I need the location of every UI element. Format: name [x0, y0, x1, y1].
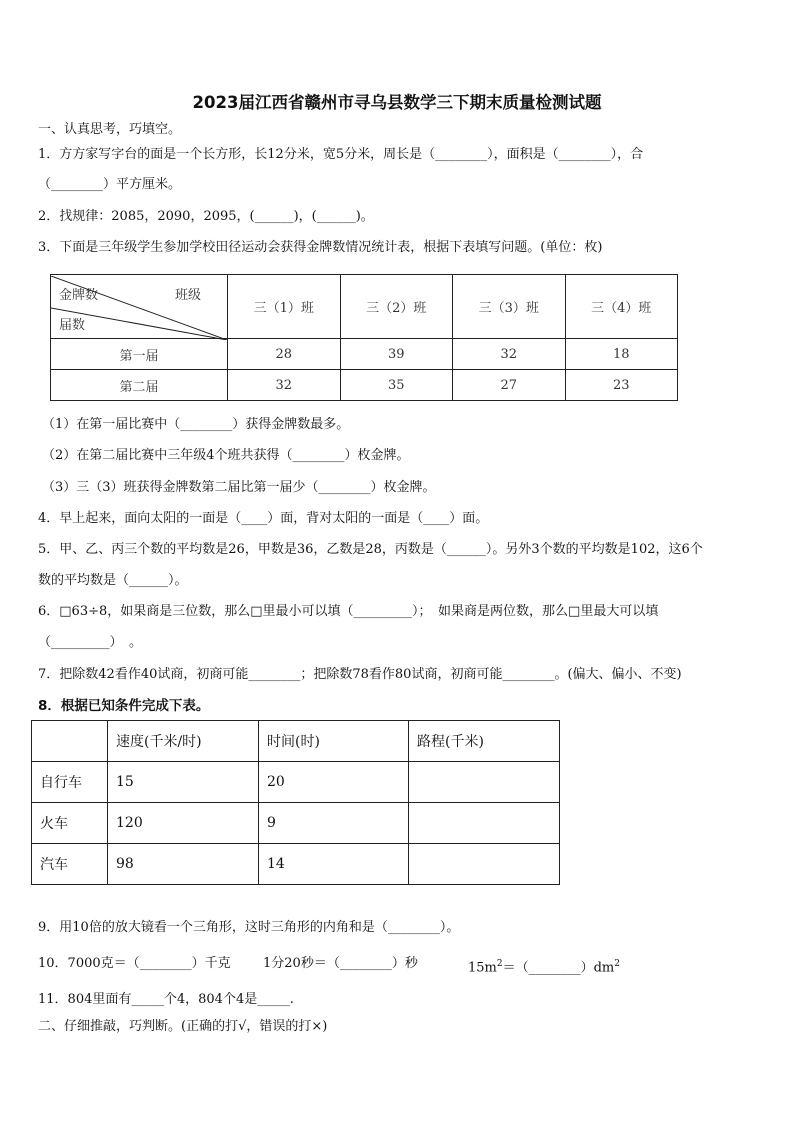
table-cell: 32 — [453, 339, 566, 370]
header-medals-label: 金牌数 — [59, 287, 99, 303]
table-cell: 27 — [453, 370, 566, 401]
question-3-part-3: （3）三（3）班获得金牌数第二届比第一届少（________）枚金牌。 — [42, 480, 436, 495]
question-4: 4．早上起来，面向太阳的一面是（____）面，背对太阳的一面是（____）面。 — [38, 511, 489, 526]
table-row — [51, 339, 678, 370]
question-10-part-2: 1分20秒＝（________）秒 — [263, 956, 418, 971]
table-cell: 18 — [565, 339, 678, 370]
question-10-part-3 — [468, 956, 620, 976]
vehicle-cell: 自行车 — [32, 762, 108, 803]
question-9: 9．用10倍的放大镜看一个三角形，这时三角形的内角和是（________）。 — [38, 920, 460, 935]
question-6-line-2: （_________） 。 — [38, 635, 143, 650]
question-8: 8．根据已知条件完成下表。 — [38, 698, 210, 714]
time-cell: 14 — [259, 844, 409, 885]
time-cell: 9 — [259, 803, 409, 844]
table-cell: 23 — [565, 370, 678, 401]
question-7: 7．把除数42看作40试商，初商可能________；把除数78看作80试商，初商可能________。(偏大、偏小、不变) — [38, 667, 682, 682]
page-title: 2023届江西省赣州市寻乌县数学三下期末质量检测试题 — [192, 93, 602, 112]
area-conversion: ＝（________）dm — [502, 960, 615, 976]
question-2: 2．找规律：2085，2090，2095，(______)，(______)。 — [38, 209, 374, 224]
table-cell: 28 — [228, 339, 341, 370]
header-cell — [32, 721, 108, 762]
class-header: 三（1）班 — [228, 275, 341, 339]
question-5-line-1: 5．甲、乙、丙三个数的平均数是26，甲数是36，乙数是28，丙数是（______）。另外3个数的平均数是102，这6个 — [38, 542, 703, 557]
question-10-part-1: 10．7000克＝（________）千克 — [38, 956, 231, 971]
time-cell: 20 — [259, 762, 409, 803]
speed-cell: 98 — [108, 844, 259, 885]
speed-cell: 15 — [108, 762, 259, 803]
question-11: 11．804里面有_____个4，804个4是_____. — [38, 992, 294, 1007]
speed-cell: 120 — [108, 803, 259, 844]
table-header-row — [32, 721, 560, 762]
table-row — [32, 844, 560, 885]
distance-cell[interactable] — [409, 803, 560, 844]
vehicle-cell: 汽车 — [32, 844, 108, 885]
table-row — [51, 370, 678, 401]
vehicle-cell: 火车 — [32, 803, 108, 844]
distance-cell[interactable] — [409, 762, 560, 803]
class-header: 三（4）班 — [565, 275, 678, 339]
diagonal-header-cell — [51, 275, 228, 339]
row-label: 第一届 — [51, 339, 228, 370]
class-header: 三（3）班 — [453, 275, 566, 339]
table-row — [32, 762, 560, 803]
header-session-label: 届数 — [59, 317, 86, 333]
section-1-heading: 一、认真思考，巧填空。 — [38, 122, 182, 137]
question-1-line-2: （________）平方厘米。 — [38, 177, 182, 192]
header-cell: 时间(时) — [259, 721, 409, 762]
row-label: 第二届 — [51, 370, 228, 401]
header-cell: 路程(千米) — [409, 721, 560, 762]
distance-cell[interactable] — [409, 844, 560, 885]
header-cell: 速度(千米/时) — [108, 721, 259, 762]
medal-table — [50, 274, 678, 401]
superscript: 2 — [496, 959, 503, 969]
question-6-line-1: 6．□63÷8，如果商是三位数，那么□里最小可以填（_________）； 如果商是两位数，那么□里最大可以填 — [38, 604, 659, 619]
question-3-part-2: （2）在第二届比赛中三年级4个班共获得（________）枚金牌。 — [42, 448, 410, 463]
table-cell: 35 — [340, 370, 453, 401]
table-row — [32, 803, 560, 844]
header-class-label: 班级 — [175, 287, 202, 303]
question-5-line-2: 数的平均数是（______）。 — [38, 573, 188, 588]
question-3-part-1: （1）在第一届比赛中（________）获得金牌数最多。 — [42, 417, 350, 432]
section-2-heading: 二、仔细推敲，巧判断。(正确的打√，错误的打×) — [38, 1019, 328, 1034]
speed-table — [31, 720, 560, 885]
area-value: 15m — [468, 960, 497, 976]
table-cell: 32 — [228, 370, 341, 401]
table-cell: 39 — [340, 339, 453, 370]
question-3: 3．下面是三年级学生参加学校田径运动会获得金牌数情况统计表，根据下表填写问题。(单位：枚) — [38, 240, 603, 255]
question-1-line-1: 1．方方家写字台的面是一个长方形，长12分米，宽5分米，周长是（________），面积是（________），合 — [38, 147, 644, 162]
class-header: 三（2）班 — [340, 275, 453, 339]
superscript: 2 — [614, 959, 620, 969]
